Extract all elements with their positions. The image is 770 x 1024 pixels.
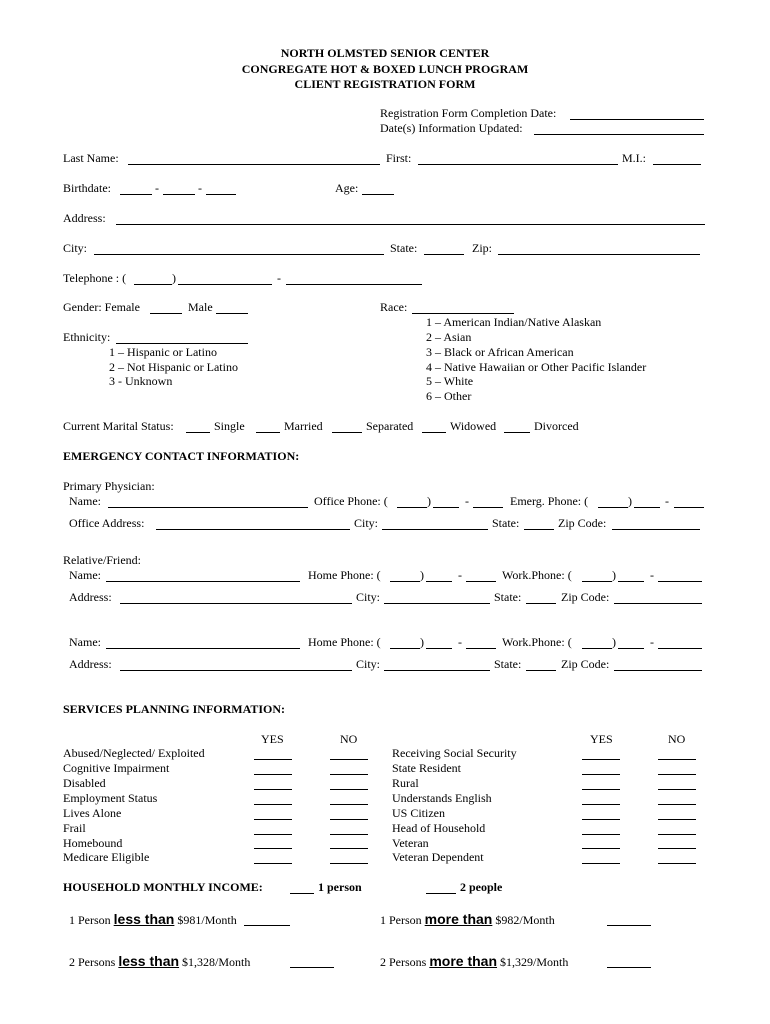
income-row-2-right <box>380 954 568 969</box>
gender-female-label: Gender: Female <box>63 300 140 314</box>
marital-married-field[interactable] <box>256 432 280 433</box>
address-field[interactable] <box>116 224 705 225</box>
completion-date-field[interactable] <box>570 119 704 120</box>
home-prefix-field[interactable] <box>426 581 452 582</box>
phone-prefix-field[interactable] <box>178 284 272 285</box>
income-one-person-field[interactable] <box>290 893 314 894</box>
service-yes-field[interactable] <box>582 834 620 835</box>
marital-status-label: Current Marital Status: <box>63 419 174 433</box>
state-field[interactable] <box>424 254 464 255</box>
income-one-person-label: 1 person <box>318 880 362 894</box>
area-code-field[interactable] <box>134 284 172 285</box>
relative2-city-field[interactable] <box>384 670 490 671</box>
city-label: City: <box>63 241 88 255</box>
marital-option-married: Married <box>284 419 323 433</box>
physician-name-field[interactable] <box>108 507 308 508</box>
service-no-field[interactable] <box>658 848 696 849</box>
first-name-label: First: <box>386 151 412 165</box>
relative-city-label: City: <box>356 590 381 604</box>
services-yes-header: YES <box>261 732 284 746</box>
updated-date-field[interactable] <box>534 134 704 135</box>
service-yes-field[interactable] <box>582 759 620 760</box>
service-no-field[interactable] <box>658 863 696 864</box>
race-label: Race: <box>380 300 408 314</box>
relative2-city-label: City: <box>356 657 381 671</box>
home2-area-field[interactable] <box>390 648 420 649</box>
relative2-address-field[interactable] <box>120 670 352 671</box>
state-label: State: <box>390 241 418 255</box>
birth-day-field[interactable] <box>163 194 195 195</box>
last-name-label: Last Name: <box>63 151 119 165</box>
service-item: Frail <box>63 821 86 835</box>
service-yes-field[interactable] <box>582 804 620 805</box>
income-amount: $1,328/Month <box>182 955 251 969</box>
income-2-more-field[interactable] <box>607 967 651 968</box>
service-yes-field[interactable] <box>254 848 292 849</box>
emerg-phone-label: Emerg. Phone: ( <box>510 494 589 508</box>
zip-label: Zip: <box>472 241 492 255</box>
phone-dash: - <box>650 635 654 649</box>
ethnicity-option: 2 – Not Hispanic or Latino <box>109 360 238 374</box>
relative-friend-label: Relative/Friend: <box>63 553 141 567</box>
relative-name-label: Name: <box>69 568 101 582</box>
age-label: Age: <box>335 181 359 195</box>
income-two-people-field[interactable] <box>426 893 456 894</box>
income-text: 2 Persons <box>380 955 427 969</box>
phone-dash: - <box>465 494 469 508</box>
service-yes-field[interactable] <box>582 863 620 864</box>
relative-state-field[interactable] <box>526 603 556 604</box>
marital-single-field[interactable] <box>186 432 210 433</box>
home-phone-label: Home Phone: ( <box>308 635 381 649</box>
income-emphasis: less than <box>113 911 175 927</box>
income-1-less-field[interactable] <box>244 925 290 926</box>
income-text: 1 Person <box>69 913 111 927</box>
service-yes-field[interactable] <box>254 774 292 775</box>
mi-field[interactable] <box>653 164 701 165</box>
marital-option-single: Single <box>214 419 245 433</box>
service-yes-field[interactable] <box>582 789 620 790</box>
service-no-field[interactable] <box>658 759 696 760</box>
race-option: 2 – Asian <box>426 330 472 344</box>
form-title: CLIENT REGISTRATION FORM <box>294 77 476 91</box>
gender-female-field[interactable] <box>150 313 182 314</box>
relative-address-label: Address: <box>69 590 112 604</box>
service-item: Cognitive Impairment <box>63 761 170 775</box>
income-text: 1 Person <box>380 913 422 927</box>
income-row-1-right <box>380 912 555 927</box>
race-option: 6 – Other <box>426 389 472 403</box>
relative-address-field[interactable] <box>120 603 352 604</box>
office-phone-label: Office Phone: ( <box>314 494 388 508</box>
relative-zip-label: Zip Code: <box>561 590 610 604</box>
relative-state-label: State: <box>494 590 522 604</box>
updated-date-label: Date(s) Information Updated: <box>380 121 523 135</box>
home2-suffix-field[interactable] <box>466 648 496 649</box>
service-item: Homebound <box>63 836 123 850</box>
service-no-field[interactable] <box>330 759 368 760</box>
home-area-field[interactable] <box>390 581 420 582</box>
relative2-address-label: Address: <box>69 657 112 671</box>
office-state-field[interactable] <box>524 529 554 530</box>
income-emphasis: more than <box>429 953 498 969</box>
service-yes-field[interactable] <box>254 819 292 820</box>
paren-close: ) <box>420 635 424 649</box>
home-suffix-field[interactable] <box>466 581 496 582</box>
relative2-zip-label: Zip Code: <box>561 657 610 671</box>
income-emphasis: more than <box>424 911 493 927</box>
paren-close: ) <box>628 494 632 508</box>
office-address-field[interactable] <box>156 529 350 530</box>
service-item: Disabled <box>63 776 106 790</box>
relative2-state-label: State: <box>494 657 522 671</box>
marital-option-widowed: Widowed <box>450 419 497 433</box>
services-yes-header: YES <box>590 732 613 746</box>
service-yes-field[interactable] <box>582 819 620 820</box>
primary-physician-label: Primary Physician: <box>63 479 155 493</box>
office-address-label: Office Address: <box>69 516 145 530</box>
relative2-name-field[interactable] <box>106 648 300 649</box>
paren-close: ) <box>420 568 424 582</box>
birthdate-label: Birthdate: <box>63 181 111 195</box>
gender-male-label: Male <box>188 300 213 314</box>
gender-male-field[interactable] <box>216 313 248 314</box>
service-yes-field[interactable] <box>254 759 292 760</box>
income-emphasis: less than <box>118 953 180 969</box>
phone-dash: - <box>650 568 654 582</box>
ethnicity-field[interactable] <box>116 343 248 344</box>
income-heading: HOUSEHOLD MONTHLY INCOME: <box>63 880 263 894</box>
paren-close: ) <box>612 568 616 582</box>
service-item: Abused/Neglected/ Exploited <box>63 746 205 760</box>
marital-widowed-field[interactable] <box>422 432 446 433</box>
completion-date-label: Registration Form Completion Date: <box>380 106 557 120</box>
service-item: Employment Status <box>63 791 158 805</box>
office-state-label: State: <box>492 516 520 530</box>
income-amount: $982/Month <box>495 913 555 927</box>
work-suffix-field[interactable] <box>658 581 702 582</box>
ethnicity-option: 3 - Unknown <box>109 374 173 388</box>
office-city-field[interactable] <box>382 529 488 530</box>
ethnicity-label: Ethnicity: <box>63 330 111 344</box>
office-zip-label: Zip Code: <box>558 516 607 530</box>
emergency-heading: EMERGENCY CONTACT INFORMATION: <box>63 449 300 463</box>
service-item: Head of Household <box>392 821 486 835</box>
telephone-label: Telephone : ( <box>63 271 127 285</box>
mi-label: M.I.: <box>622 151 646 165</box>
marital-separated-field[interactable] <box>332 432 362 433</box>
service-no-field[interactable] <box>330 804 368 805</box>
service-item: Medicare Eligible <box>63 850 150 864</box>
work-prefix-field[interactable] <box>618 581 644 582</box>
service-yes-field[interactable] <box>254 804 292 805</box>
office-prefix-field[interactable] <box>433 507 459 508</box>
form-title-program: CONGREGATE HOT & BOXED LUNCH PROGRAM <box>241 62 529 76</box>
physician-name-label: Name: <box>69 494 101 508</box>
service-no-field[interactable] <box>658 804 696 805</box>
service-item: State Resident <box>392 761 461 775</box>
service-yes-field[interactable] <box>254 789 292 790</box>
income-text: 2 Persons <box>69 955 116 969</box>
last-name-field[interactable] <box>128 164 380 165</box>
income-amount: $981/Month <box>177 913 237 927</box>
service-item: Rural <box>392 776 419 790</box>
birth-month-field[interactable] <box>120 194 152 195</box>
phone-dash: - <box>458 568 462 582</box>
office-zip-field[interactable] <box>612 529 700 530</box>
marital-option-separated: Separated <box>366 419 414 433</box>
relative-city-field[interactable] <box>384 603 490 604</box>
paren-close: ) <box>612 635 616 649</box>
service-item: Lives Alone <box>63 806 122 820</box>
services-no-header: NO <box>668 732 686 746</box>
income-row-2-left <box>69 954 250 969</box>
work2-area-field[interactable] <box>582 648 612 649</box>
relative2-name-label: Name: <box>69 635 101 649</box>
birth-year-field[interactable] <box>206 194 236 195</box>
service-no-field[interactable] <box>330 863 368 864</box>
office-area-field[interactable] <box>397 507 427 508</box>
income-two-people-label: 2 people <box>460 880 503 894</box>
phone-dash: - <box>458 635 462 649</box>
relative2-state-field[interactable] <box>526 670 556 671</box>
age-field[interactable] <box>362 194 394 195</box>
service-yes-field[interactable] <box>254 863 292 864</box>
birthdate-dash: - <box>198 181 202 195</box>
phone-suffix-field[interactable] <box>286 284 422 285</box>
relative-zip-field[interactable] <box>614 603 702 604</box>
service-no-field[interactable] <box>330 834 368 835</box>
service-no-field[interactable] <box>330 819 368 820</box>
service-no-field[interactable] <box>658 774 696 775</box>
income-amount: $1,329/Month <box>500 955 569 969</box>
service-item: Receiving Social Security <box>392 746 517 760</box>
zip-field[interactable] <box>498 254 700 255</box>
office-suffix-field[interactable] <box>473 507 503 508</box>
service-no-field[interactable] <box>658 789 696 790</box>
emerg-prefix-field[interactable] <box>634 507 660 508</box>
emerg-suffix-field[interactable] <box>674 507 704 508</box>
service-item: Veteran <box>392 836 429 850</box>
city-field[interactable] <box>94 254 384 255</box>
service-yes-field[interactable] <box>582 774 620 775</box>
address-label: Address: <box>63 211 106 225</box>
paren-close: ) <box>172 271 176 285</box>
work-phone-label: Work.Phone: ( <box>502 568 572 582</box>
relative2-zip-field[interactable] <box>614 670 702 671</box>
race-option: 3 – Black or African American <box>426 345 574 359</box>
service-yes-field[interactable] <box>254 834 292 835</box>
income-row-1-left <box>69 912 237 927</box>
service-no-field[interactable] <box>658 819 696 820</box>
ethnicity-option: 1 – Hispanic or Latino <box>109 345 217 359</box>
service-no-field[interactable] <box>330 848 368 849</box>
birthdate-dash: - <box>155 181 159 195</box>
services-heading: SERVICES PLANNING INFORMATION: <box>63 702 286 716</box>
race-option: 1 – American Indian/Native Alaskan <box>426 315 602 329</box>
work2-prefix-field[interactable] <box>618 648 644 649</box>
work2-suffix-field[interactable] <box>658 648 702 649</box>
service-yes-field[interactable] <box>582 848 620 849</box>
emerg-area-field[interactable] <box>598 507 628 508</box>
service-item: US Citizen <box>392 806 445 820</box>
phone-dash: - <box>277 271 281 285</box>
work-phone-label: Work.Phone: ( <box>502 635 572 649</box>
income-1-more-field[interactable] <box>607 925 651 926</box>
marital-divorced-field[interactable] <box>504 432 530 433</box>
home-phone-label: Home Phone: ( <box>308 568 381 582</box>
race-field[interactable] <box>412 313 514 314</box>
service-no-field[interactable] <box>658 834 696 835</box>
work-area-field[interactable] <box>582 581 612 582</box>
service-no-field[interactable] <box>330 774 368 775</box>
marital-option-divorced: Divorced <box>534 419 579 433</box>
home2-prefix-field[interactable] <box>426 648 452 649</box>
services-no-header: NO <box>340 732 358 746</box>
service-no-field[interactable] <box>330 789 368 790</box>
relative-name-field[interactable] <box>106 581 300 582</box>
income-2-less-field[interactable] <box>290 967 334 968</box>
form-title-org: NORTH OLMSTED SENIOR CENTER <box>280 46 490 60</box>
race-option: 4 – Native Hawaiian or Other Pacific Islander <box>426 360 647 374</box>
first-name-field[interactable] <box>418 164 618 165</box>
paren-close: ) <box>427 494 431 508</box>
service-item: Understands English <box>392 791 492 805</box>
office-city-label: City: <box>354 516 379 530</box>
phone-dash: - <box>665 494 669 508</box>
service-item: Veteran Dependent <box>392 850 484 864</box>
race-option: 5 – White <box>426 374 474 388</box>
